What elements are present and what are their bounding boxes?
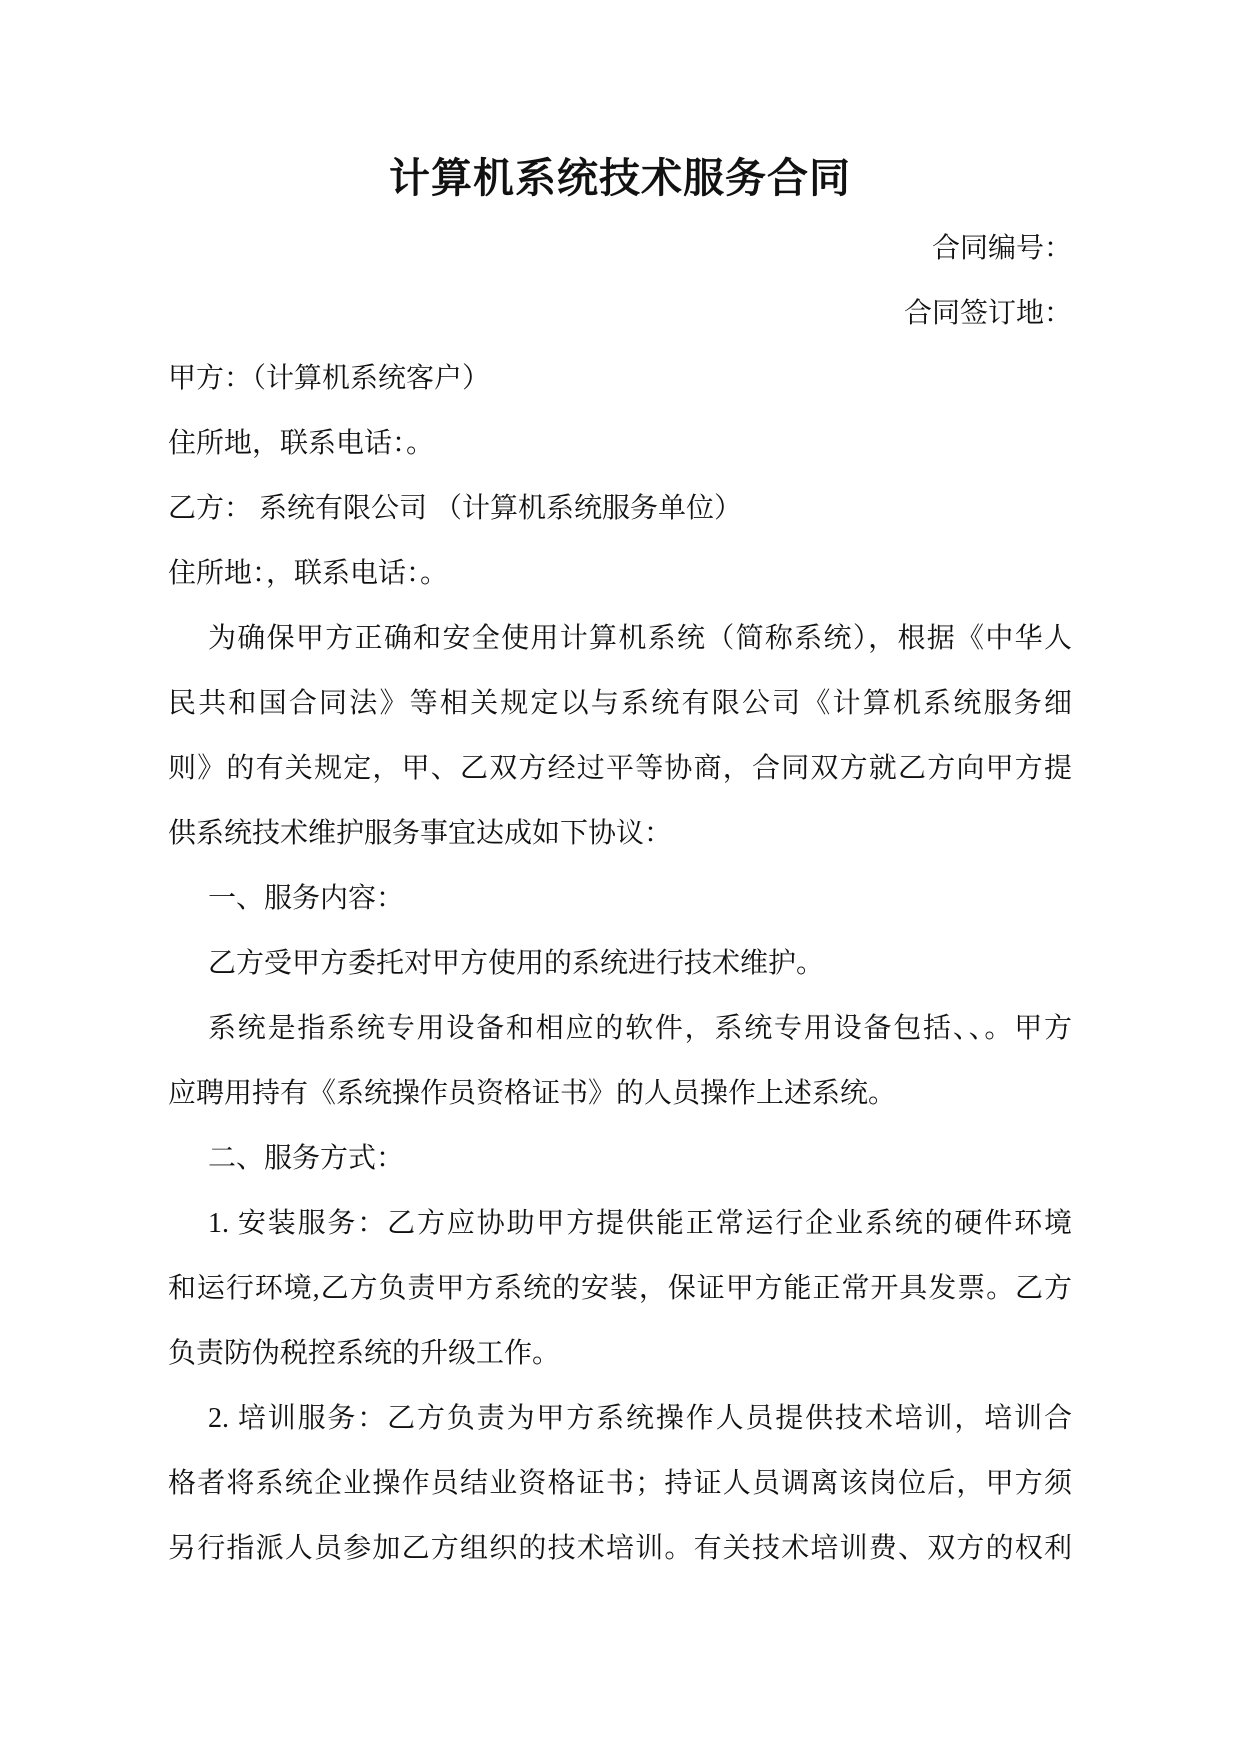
- line-training-service-2: 格者将系统企业操作员结业资格证书；持证人员调离该岗位后，甲方须: [168, 1468, 1072, 1499]
- line-preamble-2: 民共和国合同法》等相关规定以与系统有限公司《计算机系统服务细: [168, 688, 1072, 719]
- line-section-2-heading: 二、服务方式：: [208, 1143, 405, 1174]
- line-install-service-2: 和运行环境,乙方负责甲方系统的安装，保证甲方能正常开具发票。乙方: [168, 1273, 1072, 1304]
- line-service-content-2: 系统是指系统专用设备和相应的软件，系统专用设备包括、、。甲方: [208, 1013, 1072, 1044]
- line-training-service-3: 另行指派人员参加乙方组织的技术培训。有关技术培训费、双方的权利: [168, 1533, 1072, 1564]
- line-service-content-1: 乙方受甲方委托对甲方使用的系统进行技术维护。: [208, 948, 825, 979]
- line-install-service-1: 1. 安装服务：乙方应协助甲方提供能正常运行企业系统的硬件环境: [208, 1208, 1072, 1239]
- line-signing-place: 合同签订地：: [903, 298, 1072, 329]
- line-party-b: 乙方： 系统有限公司 （计算机系统服务单位）: [168, 493, 743, 524]
- line-party-a-address: 住所地，联系电话：。: [168, 428, 435, 459]
- line-preamble-4: 供系统技术维护服务事宜达成如下协议：: [168, 818, 673, 849]
- line-install-service-3: 负责防伪税控系统的升级工作。: [168, 1338, 561, 1369]
- line-contract-number: 合同编号：: [931, 233, 1072, 264]
- line-training-service-1: 2. 培训服务：乙方负责为甲方系统操作人员提供技术培训，培训合: [208, 1403, 1072, 1434]
- line-party-a: 甲方：（计算机系统客户）: [168, 363, 491, 394]
- line-preamble-3: 则》的有关规定，甲、乙双方经过平等协商，合同双方就乙方向甲方提: [168, 753, 1072, 784]
- line-preamble-1: 为确保甲方正确和安全使用计算机系统（简称系统），根据《中华人: [208, 623, 1072, 654]
- line-service-content-3: 应聘用持有《系统操作员资格证书》的人员操作上述系统。: [168, 1078, 897, 1109]
- document-title: 计算机系统技术服务合同: [389, 155, 851, 201]
- line-party-b-address: 住所地：，联系电话：。: [168, 558, 449, 589]
- line-section-1-heading: 一、服务内容：: [208, 883, 405, 914]
